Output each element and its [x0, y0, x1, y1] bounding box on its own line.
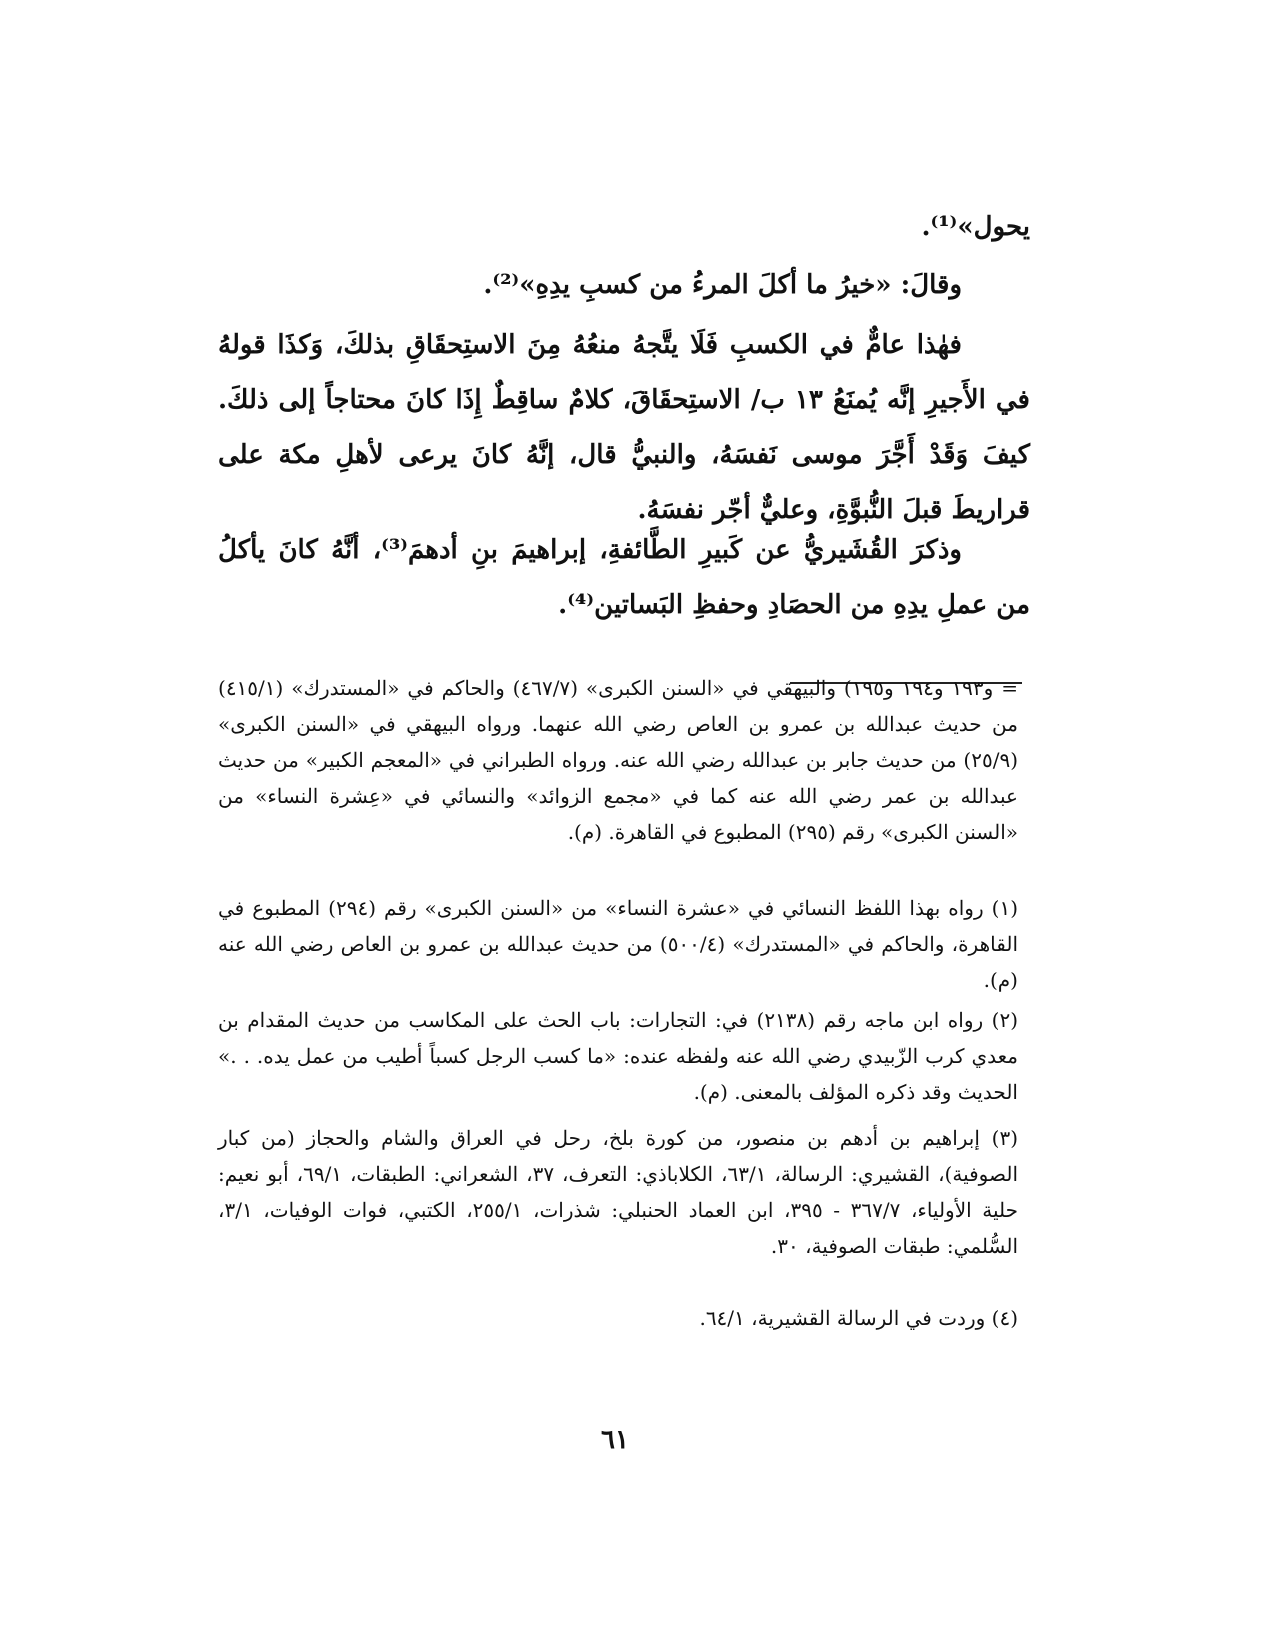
- footnote-2: (٢) رواه ابن ماجه رقم (٢١٣٨) في: التجارات: باب الحث على المكاسب من حديث المقدام بن معدي كرب الزّبيدي رضي الله عنه ولفظه عنده: «ما كسب الرجل كسباً أطيب من عمل يده. . .» الحديث وقد ذكره المؤلف بالمعنى. (م).: [218, 1008, 1018, 1104]
- footnote-continuation: = و١٩٣ و١٩٤ و١٩٥) والبيهقي في «السنن الكبرى» (٤٦٧/٧) والحاكم في «المستدرك» (٤١٥/١) من حديث عبدالله بن عمرو بن العاص رضي الله عنهما. ورواه البيهقي في «السنن الكبرى» (٢٥/٩) من حديث جابر بن عبدالله رضي الله عنه. ورواه الطبراني في «المعجم الكبير» من حديث عبدالله بن عمر رضي الله عنه كما في «مجمع الزوائد» والنسائي في «عِشرة النساء» من «السنن الكبرى» رقم (٢٩٥) المطبوع في القاهرة. (م).: [218, 676, 1019, 844]
- paragraph-2: فهٰذا عامٌّ في الكسبِ فَلَا يتَّجهُ منعُهُ مِنَ الاستِحقَاقِ بذلكَ، وَكذَا قولهُ في الأَجيرِ إنَّه يُمنَعُ ١٣ ب/ الاستِحقَاقَ، كلامٌ ساقِطٌ إِذَا كانَ محتاجاً إلى ذلكَ. كيفَ وَقَدْ أَجَّرَ موسى نَفسَهُ، والنبيُّ قال، إنَّهُ كانَ يرعى لأهلِ مكة على قراريطَ قبلَ النُّبوَّةِ، وعليٌّ أجّر نفسَهُ.: [218, 330, 1030, 525]
- footnote-4: (٤) وردت في الرسالة القشيرية، ٦٤/١.: [699, 1306, 1018, 1330]
- paragraph-3: وذكرَ القُشَيريُّ عن كَبيرِ الطَّائفةِ، إبراهيمَ بنِ أدهمَ⁽³⁾، أنَّهُ كانَ يأكلُ من عملِ يدِهِ من الحصَادِ وحفظِ البَساتين⁽⁴⁾.: [218, 535, 1030, 620]
- paragraph-1: وقالَ: «خيرُ ما أكلَ المرءُ من كسبِ يدِهِ»⁽²⁾.: [483, 270, 962, 300]
- text-fragment: يحول»⁽¹⁾.: [921, 212, 1030, 242]
- page-number: ٦١: [601, 1425, 629, 1455]
- footnote-1: (١) رواه بهذا اللفظ النسائي في «عشرة النساء» من «السنن الكبرى» رقم (٢٩٤) المطبوع في القاهرة، والحاكم في «المستدرك» (٥٠٠/٤) من حديث عبدالله بن عمرو بن العاص رضي الله عنه (م).: [218, 896, 1018, 992]
- footnote-3: (٣) إبراهيم بن أدهم بن منصور، من كورة بلخ، رحل في العراق والشام والحجاز (من كبار الصوفية)، القشيري: الرسالة، ٦٣/١، الكلاباذي: التعرف، ٣٧، الشعراني: الطبقات، ٦٩/١، أبو نعيم: حلية الأولياء، ٣٦٧/٧ - ٣٩٥، ابن العماد الحنبلي: شذرات، ٢٥٥/١، الكتبي، فوات الوفيات، ٣/١، السُّلمي: طبقات الصوفية، ٣٠.: [218, 1126, 1019, 1258]
